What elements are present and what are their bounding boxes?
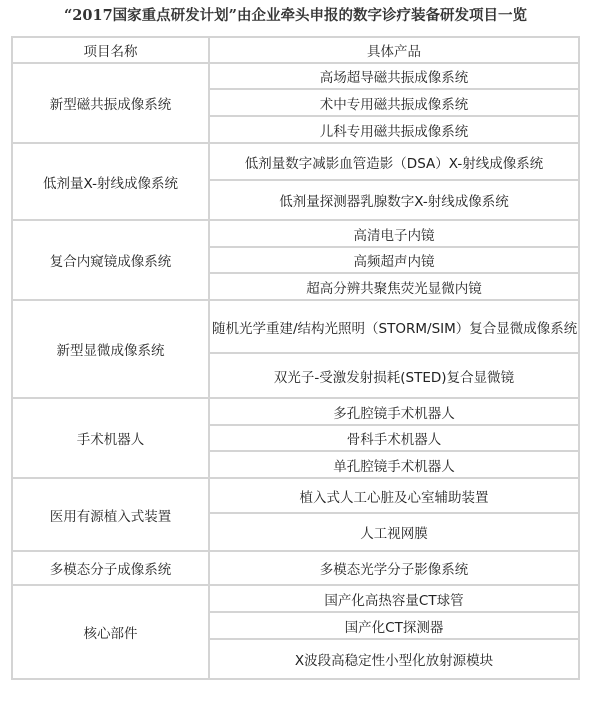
product-cell: 高清电子内镜 [209, 220, 579, 247]
product-cell: 双光子-受激发射损耗(STED)复合显微镜 [209, 353, 579, 398]
product-cell: 高频超声内镜 [209, 247, 579, 273]
table-row [12, 478, 579, 513]
product-cell: 骨科手术机器人 [209, 425, 579, 451]
table-row [12, 551, 579, 585]
table-row [12, 585, 579, 612]
project-name-cell: 手术机器人 [12, 398, 209, 478]
product-cell: 多模态光学分子影像系统 [209, 551, 579, 585]
table-row [12, 398, 579, 425]
project-name-cell: 医用有源植入式装置 [12, 478, 209, 551]
column-header-product: 具体产品 [209, 37, 579, 63]
column-header-name: 项目名称 [12, 37, 209, 63]
product-cell: X波段高稳定性小型化放射源模块 [209, 639, 579, 679]
product-cell: 国产化高热容量CT球管 [209, 585, 579, 612]
header-row [12, 37, 579, 63]
product-cell: 低剂量数字减影血管造影（DSA）X-射线成像系统 [209, 143, 579, 180]
projects-table [11, 36, 580, 680]
table-row [12, 300, 579, 353]
product-cell: 儿科专用磁共振成像系统 [209, 116, 579, 143]
product-cell: 人工视网膜 [209, 513, 579, 551]
table-row [12, 220, 579, 247]
product-cell: 多孔腔镜手术机器人 [209, 398, 579, 425]
project-name-cell: 核心部件 [12, 585, 209, 679]
project-name-cell: 低剂量X-射线成像系统 [12, 143, 209, 220]
product-cell: 高场超导磁共振成像系统 [209, 63, 579, 89]
product-cell: 术中专用磁共振成像系统 [209, 89, 579, 116]
product-cell: 植入式人工心脏及心室辅助装置 [209, 478, 579, 513]
project-name-cell: 新型磁共振成像系统 [12, 63, 209, 143]
product-cell: 超高分辨共聚焦荧光显微内镜 [209, 273, 579, 300]
project-name-cell: 复合内窥镜成像系统 [12, 220, 209, 300]
product-cell: 单孔腔镜手术机器人 [209, 451, 579, 478]
table-row [12, 143, 579, 180]
project-name-cell: 新型显微成像系统 [12, 300, 209, 398]
project-name-cell: 多模态分子成像系统 [12, 551, 209, 585]
product-cell: 国产化CT探测器 [209, 612, 579, 639]
table-row [12, 63, 579, 89]
product-cell: 低剂量探测器乳腺数字X-射线成像系统 [209, 180, 579, 220]
product-cell: 随机光学重建/结构光照明（STORM/SIM）复合显微成像系统 [209, 300, 579, 353]
table-title: “2017国家重点研发计划”由企业牵头申报的数字诊疗装备研发项目一览 [63, 7, 528, 24]
